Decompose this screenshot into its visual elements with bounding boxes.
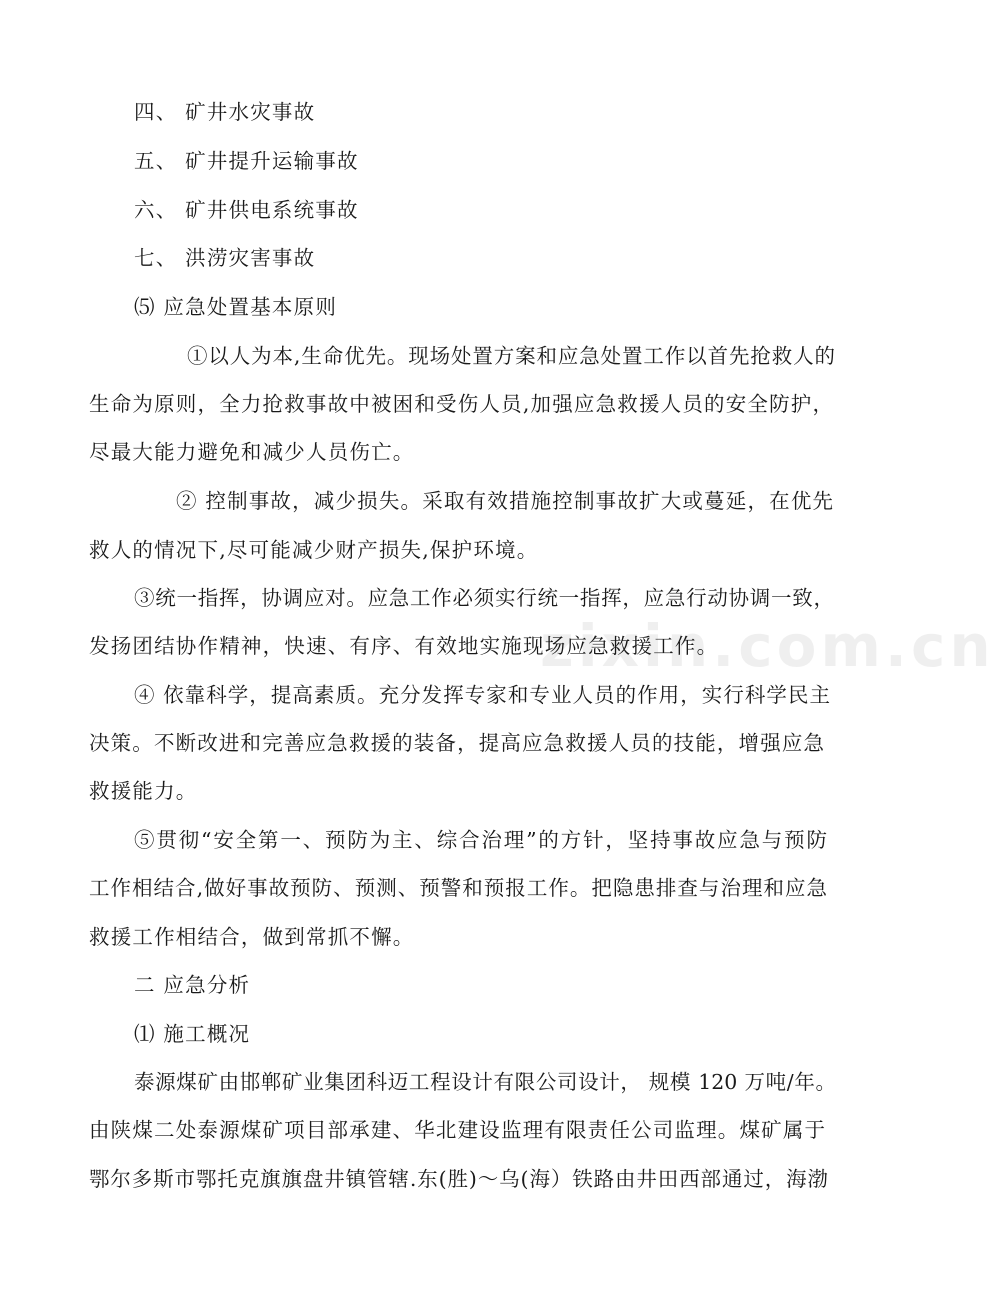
paragraph-line: 工作相结合,做好事故预防、预测、预警和预报工作。把隐患排查与治理和应急 bbox=[89, 876, 827, 900]
paragraph-line: 生命为原则，全力抢救事故中被困和受伤人员,加强应急救援人员的安全防护， bbox=[89, 392, 833, 416]
paragraph-line: 救援能力。 bbox=[89, 779, 198, 803]
paragraph-line: 决策。不断改进和完善应急救援的装备，提高应急救援人员的技能，增强应急 bbox=[89, 731, 824, 755]
paragraph-line: 救人的情况下,尽可能减少财产损失,保护环境。 bbox=[89, 538, 539, 562]
section-heading-principles: ⑸ 应急处置基本原则 bbox=[134, 295, 338, 319]
subsection-heading-overview: ⑴ 施工概况 bbox=[134, 1022, 251, 1046]
list-item-4: 四、 矿井水灾事故 bbox=[134, 100, 316, 124]
list-item-6: 六、 矿井供电系统事故 bbox=[134, 198, 359, 222]
paragraph-line: ⑤贯彻“安全第一、预防为主、综合治理”的方针，坚持事故应急与预防 bbox=[134, 828, 827, 852]
paragraph-line: 由陕煤二处泰源煤矿项目部承建、华北建设监理有限责任公司监理。煤矿属于 bbox=[89, 1118, 825, 1142]
list-item-7: 七、 洪涝灾害事故 bbox=[134, 246, 316, 270]
paragraph-line: ④ 依靠科学，提高素质。充分发挥专家和专业人员的作用，实行科学民主 bbox=[134, 683, 830, 707]
paragraph-line: ② 控制事故，减少损失。采取有效措施控制事故扩大或蔓延，在优先 bbox=[176, 489, 833, 513]
paragraph-line: ③统一指挥，协调应对。应急工作必须实行统一指挥，应急行动协调一致， bbox=[134, 586, 834, 610]
paragraph-line: 发扬团结协作精神，快速、有序、有效地实施现场应急救援工作。 bbox=[89, 634, 719, 658]
list-item-5: 五、 矿井提升运输事故 bbox=[134, 149, 359, 173]
paragraph-line: ①以人为本,生命优先。现场处置方案和应急处置工作以首先抢救人的 bbox=[187, 344, 835, 368]
watermark: zixin.com.cn bbox=[540, 612, 995, 680]
paragraph-line: 救援工作相结合，做到常抓不懈。 bbox=[89, 925, 415, 949]
section-heading-analysis: 二 应急分析 bbox=[134, 973, 251, 997]
paragraph-line: 泰源煤矿由邯郸矿业集团科迈工程设计有限公司设计， 规模 120 万吨/年。 bbox=[134, 1070, 836, 1094]
paragraph-line: 尽最大能力避免和减少人员伤亡。 bbox=[89, 440, 415, 464]
paragraph-line: 鄂尔多斯市鄂托克旗旗盘井镇管辖.东(胜)～乌(海）铁路由井田西部通过，海渤 bbox=[89, 1167, 828, 1191]
